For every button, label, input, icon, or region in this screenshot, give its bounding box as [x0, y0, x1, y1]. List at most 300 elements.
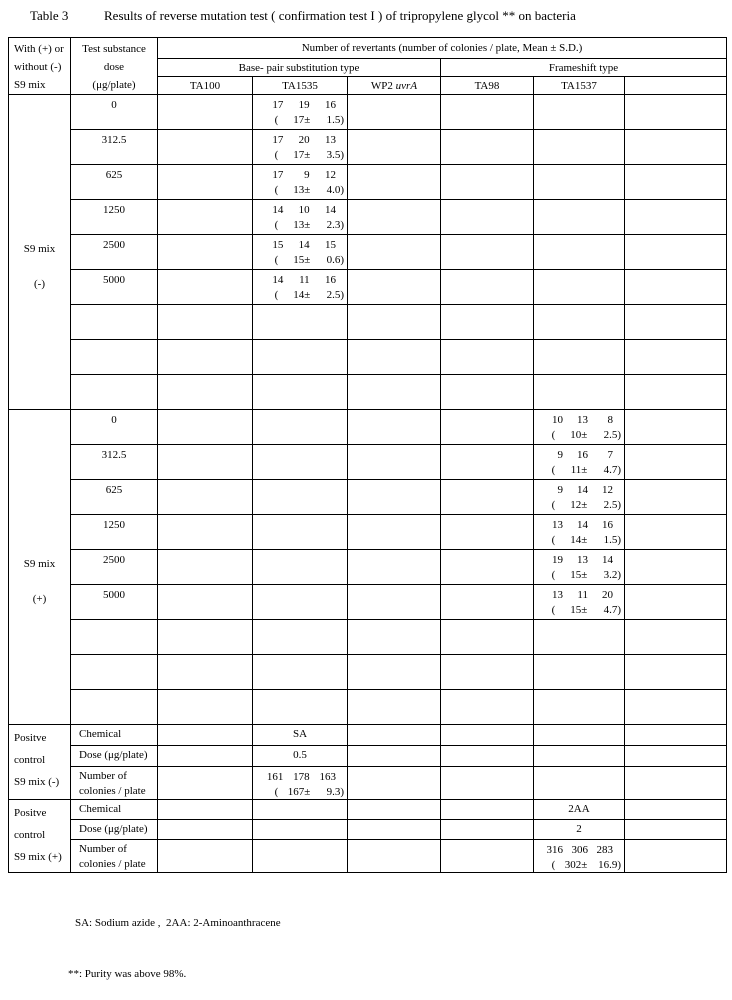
- header-dose: [71, 38, 158, 95]
- layout: [534, 427, 624, 442]
- layout: 14: [570, 534, 582, 546]
- empty-cell: [625, 655, 727, 690]
- layout: ): [617, 569, 621, 581]
- empty-cell: [348, 690, 441, 725]
- layout: [534, 567, 624, 582]
- empty-cell: [158, 235, 253, 270]
- header-base-pair: Base- pair substitution type: [158, 59, 441, 77]
- layout: 13: [552, 589, 563, 601]
- empty-cell: [158, 690, 253, 725]
- layout: [253, 95, 347, 112]
- layout: [9, 165, 727, 200]
- empty-cell: [441, 305, 534, 340]
- layout: ±: [581, 569, 588, 581]
- layout: 15: [272, 239, 284, 251]
- layout: 20: [602, 589, 613, 601]
- empty-cell: [348, 305, 441, 340]
- chemical-row-label: Chemical: [71, 725, 158, 746]
- ta1535-data-cell: [253, 130, 348, 165]
- empty-cell: [625, 305, 727, 340]
- header-strain-blank: [625, 77, 727, 95]
- layout: [534, 480, 624, 497]
- layout: [534, 857, 624, 872]
- empty-cell: [441, 480, 534, 515]
- layout: TA98: [474, 79, 500, 92]
- empty-cell: [534, 200, 625, 235]
- positive-control-minus-label: [9, 725, 71, 800]
- empty-cell: [441, 235, 534, 270]
- layout: [534, 515, 624, 532]
- layout: ±: [581, 464, 588, 476]
- empty-cell: [348, 767, 441, 800]
- empty-cell: [625, 270, 727, 305]
- layout: 283: [596, 844, 613, 856]
- layout: 10: [570, 429, 582, 441]
- empty-cell: [625, 725, 727, 746]
- empty-cell: [253, 410, 348, 445]
- empty-cell: [441, 620, 534, 655]
- dose-cell: 2500: [71, 550, 158, 585]
- layout: colonies / plate: [79, 785, 146, 797]
- chemical-name: 2AA: [534, 800, 625, 820]
- empty-cell: [158, 445, 253, 480]
- layout: TA1537: [561, 79, 597, 92]
- layout: [9, 38, 727, 873]
- table-caption: Results of reverse mutation test ( confirmation test I ) of tripropylene glycol ** on bacteria: [104, 8, 576, 23]
- layout: ): [617, 429, 621, 441]
- layout: (: [551, 534, 556, 546]
- empty-cell: [441, 655, 534, 690]
- empty-cell: [625, 820, 727, 840]
- empty-cell: [158, 840, 253, 873]
- layout: [9, 130, 727, 165]
- empty-cell: [158, 746, 253, 767]
- ta1535-data-cell: [253, 767, 348, 800]
- empty-cell: [158, 165, 253, 200]
- layout: [9, 480, 727, 515]
- layout: [534, 497, 624, 512]
- layout: 13: [293, 184, 305, 196]
- empty-cell: [158, 200, 253, 235]
- empty-cell: [441, 165, 534, 200]
- layout: 11: [299, 274, 310, 286]
- empty-cell: [534, 270, 625, 305]
- empty-cell: [625, 620, 727, 655]
- layout: (μg/plate): [92, 79, 136, 91]
- layout: 13: [293, 219, 305, 231]
- empty-cell: [625, 375, 727, 410]
- layout: 12: [324, 169, 336, 181]
- empty-cell: [441, 585, 534, 620]
- chemical-name: SA: [253, 725, 348, 746]
- layout: [253, 182, 347, 197]
- footnote-abbreviations: SA: Sodium azide , 2AA: 2-Aminoanthracene: [75, 917, 281, 929]
- empty-cell: [625, 585, 727, 620]
- layout: [534, 585, 624, 602]
- empty-cell: [348, 445, 441, 480]
- empty-cell: [441, 690, 534, 725]
- layout: 14: [293, 289, 305, 301]
- empty-cell: [158, 725, 253, 746]
- empty-cell: [625, 800, 727, 820]
- empty-cell: [348, 655, 441, 690]
- dose-cell: 625: [71, 165, 158, 200]
- empty-cell: [625, 480, 727, 515]
- number-row-label: [71, 840, 158, 873]
- empty-cell: [441, 840, 534, 873]
- layout: [9, 270, 727, 305]
- layout: colonies / plate: [79, 858, 146, 870]
- empty-cell: [441, 767, 534, 800]
- layout: 0.6: [326, 254, 341, 266]
- dose-cell: 312.5: [71, 445, 158, 480]
- layout: 16: [577, 449, 588, 461]
- empty-cell: [158, 655, 253, 690]
- layout: 302: [564, 859, 582, 871]
- layout: [9, 38, 727, 59]
- empty-cell: [534, 767, 625, 800]
- empty-cell: [253, 690, 348, 725]
- empty-cell: [441, 445, 534, 480]
- layout: without (-): [14, 61, 62, 73]
- layout: [9, 725, 727, 746]
- layout: 16.9: [598, 859, 618, 871]
- layout: 17: [272, 169, 284, 181]
- layout: 16: [324, 99, 336, 111]
- layout: ±: [304, 254, 311, 266]
- layout: 13: [577, 414, 588, 426]
- empty-cell: [441, 130, 534, 165]
- number-row-label: [71, 767, 158, 800]
- layout: Number of: [79, 843, 127, 855]
- ta1537-data-cell: [534, 840, 625, 873]
- layout: [9, 340, 727, 375]
- ta1535-data-cell: [253, 165, 348, 200]
- empty-cell: [348, 820, 441, 840]
- layout: WP2: [370, 79, 396, 92]
- header-strain-ta100: [158, 77, 253, 95]
- layout: [9, 655, 727, 690]
- footnotes: [68, 881, 732, 1000]
- layout: ): [340, 219, 344, 231]
- layout: [9, 515, 727, 550]
- results-table: [8, 37, 727, 873]
- dose-cell: 0: [71, 410, 158, 445]
- layout: ±: [581, 604, 588, 616]
- layout: TA1535: [282, 79, 318, 92]
- layout: 306: [571, 844, 588, 856]
- dose-cell: 5000: [71, 585, 158, 620]
- layout: (: [551, 464, 556, 476]
- layout: [9, 445, 727, 480]
- empty-cell: [441, 800, 534, 820]
- dose-cell: 0: [71, 95, 158, 130]
- empty-cell: [348, 130, 441, 165]
- layout: (: [274, 786, 279, 798]
- layout: 3.2: [603, 569, 618, 581]
- empty-cell: [534, 690, 625, 725]
- layout: 15: [324, 239, 336, 251]
- layout: (: [551, 499, 556, 511]
- layout: 12: [570, 499, 582, 511]
- empty-cell: [253, 800, 348, 820]
- empty-cell: [625, 235, 727, 270]
- layout: 10: [298, 204, 310, 216]
- empty-cell: [348, 620, 441, 655]
- layout: [253, 165, 347, 182]
- layout: (: [551, 859, 556, 871]
- layout: (: [274, 254, 279, 266]
- s9-sign-label: (-): [34, 278, 45, 290]
- empty-cell: [625, 690, 727, 725]
- layout: 2.5: [603, 429, 618, 441]
- layout: 9.3: [326, 786, 341, 798]
- empty-cell: [534, 95, 625, 130]
- dose-row-label: Dose (μg/plate): [71, 820, 158, 840]
- layout: 17: [293, 149, 305, 161]
- empty-cell: [534, 235, 625, 270]
- layout: [9, 410, 727, 445]
- dose-cell: 1250: [71, 200, 158, 235]
- empty-cell: [253, 375, 348, 410]
- empty-cell: [534, 725, 625, 746]
- empty-cell: [441, 746, 534, 767]
- layout: Number of: [79, 770, 127, 782]
- empty-cell: [534, 655, 625, 690]
- layout: 178: [293, 771, 310, 783]
- layout: dose: [103, 61, 125, 73]
- empty-cell: [71, 690, 158, 725]
- layout: ±: [581, 534, 588, 546]
- page-title: [30, 8, 732, 24]
- layout: Positve: [14, 807, 47, 819]
- empty-cell: [534, 340, 625, 375]
- layout: [253, 200, 347, 217]
- layout: [9, 235, 727, 270]
- layout: 15: [570, 569, 582, 581]
- layout: [534, 550, 624, 567]
- ta1535-data-cell: [253, 95, 348, 130]
- layout: 161: [266, 771, 284, 783]
- dose-row-label: Dose (μg/plate): [71, 746, 158, 767]
- layout: (: [274, 114, 279, 126]
- layout: 15: [570, 604, 582, 616]
- layout: 16: [602, 519, 613, 531]
- dose-cell: 2500: [71, 235, 158, 270]
- empty-cell: [625, 515, 727, 550]
- ta1537-data-cell: [534, 515, 625, 550]
- s9-sign-label: (+): [32, 593, 47, 605]
- layout: [253, 784, 347, 799]
- empty-cell: [441, 270, 534, 305]
- empty-cell: [253, 550, 348, 585]
- layout: S9 mix (+): [14, 851, 62, 863]
- ta1537-data-cell: [534, 550, 625, 585]
- layout: 9: [557, 484, 563, 496]
- layout: 15: [293, 254, 305, 266]
- layout: [9, 375, 727, 410]
- layout: ): [340, 114, 344, 126]
- layout: Positve: [14, 732, 47, 744]
- layout: 19: [298, 99, 310, 111]
- empty-cell: [158, 305, 253, 340]
- empty-cell: [158, 340, 253, 375]
- empty-cell: [625, 130, 727, 165]
- s9-plus-section-cell: [9, 410, 71, 725]
- empty-cell: [348, 725, 441, 746]
- empty-cell: [534, 305, 625, 340]
- empty-cell: [348, 95, 441, 130]
- layout: [253, 130, 347, 147]
- layout: 17: [272, 134, 284, 146]
- layout: [534, 602, 624, 617]
- empty-cell: [348, 340, 441, 375]
- empty-cell: [348, 585, 441, 620]
- layout: ±: [304, 149, 311, 161]
- empty-cell: [253, 480, 348, 515]
- layout: 19: [552, 554, 563, 566]
- layout: [9, 585, 727, 620]
- layout: 8: [607, 414, 613, 426]
- header-strain-ta1537: [534, 77, 625, 95]
- layout: (: [274, 149, 279, 161]
- layout: ): [617, 464, 621, 476]
- s9-mix-label: S9 mix: [23, 243, 56, 255]
- layout: 14: [577, 484, 588, 496]
- layout: (: [274, 184, 279, 196]
- layout: [253, 252, 347, 267]
- layout: [9, 767, 727, 800]
- layout: [9, 820, 727, 840]
- layout: 11: [570, 464, 582, 476]
- empty-cell: [158, 270, 253, 305]
- layout: ): [340, 184, 344, 196]
- layout: 2.5: [603, 499, 618, 511]
- layout: Test substance: [82, 43, 146, 55]
- empty-cell: [348, 200, 441, 235]
- empty-cell: [348, 235, 441, 270]
- empty-cell: [158, 620, 253, 655]
- empty-cell: [158, 550, 253, 585]
- empty-cell: [71, 305, 158, 340]
- empty-cell: [625, 340, 727, 375]
- ta1537-data-cell: [534, 410, 625, 445]
- layout: [9, 200, 727, 235]
- empty-cell: [348, 515, 441, 550]
- layout: 17: [293, 114, 305, 126]
- header-revertants: Number of revertants (number of colonies / plate, Mean ± S.D.): [158, 38, 727, 59]
- layout: 14: [272, 204, 284, 216]
- empty-cell: [625, 767, 727, 800]
- dose-cell: 625: [71, 480, 158, 515]
- layout: ): [617, 604, 621, 616]
- layout: 2.5: [326, 289, 341, 301]
- empty-cell: [625, 840, 727, 873]
- layout: [9, 690, 727, 725]
- s9-minus-section-cell: [9, 95, 71, 410]
- layout: ±: [581, 859, 588, 871]
- layout: [9, 305, 727, 340]
- chemical-dose: 0.5: [253, 746, 348, 767]
- layout: ): [340, 786, 344, 798]
- footnote-purity: **: Purity was above 98%.: [68, 968, 187, 980]
- empty-cell: [253, 840, 348, 873]
- layout: [253, 147, 347, 162]
- empty-cell: [441, 550, 534, 585]
- layout: [534, 840, 624, 857]
- layout: 10: [552, 414, 563, 426]
- ta1537-data-cell: [534, 445, 625, 480]
- layout: 14: [602, 554, 613, 566]
- s9-mix-label: S9 mix: [23, 558, 56, 570]
- positive-control-plus-label: [9, 800, 71, 873]
- empty-cell: [348, 550, 441, 585]
- layout: ): [340, 254, 344, 266]
- layout: [9, 800, 727, 820]
- layout: ): [617, 499, 621, 511]
- header-strain-ta98: [441, 77, 534, 95]
- layout: [253, 767, 347, 784]
- layout: [534, 532, 624, 547]
- dose-cell: 312.5: [71, 130, 158, 165]
- empty-cell: [348, 480, 441, 515]
- layout: [253, 270, 347, 287]
- layout: (: [551, 604, 556, 616]
- layout: 14: [324, 204, 336, 216]
- layout: [534, 445, 624, 462]
- layout: ±: [581, 499, 588, 511]
- layout: control: [14, 829, 46, 841]
- layout: uvrA: [395, 79, 418, 92]
- empty-cell: [253, 445, 348, 480]
- empty-cell: [71, 620, 158, 655]
- empty-cell: [625, 410, 727, 445]
- layout: 14: [298, 239, 310, 251]
- layout: 4.7: [603, 464, 618, 476]
- empty-cell: [534, 746, 625, 767]
- layout: control: [14, 754, 46, 766]
- empty-cell: [534, 165, 625, 200]
- layout: TA100: [189, 79, 221, 92]
- empty-cell: [534, 375, 625, 410]
- empty-cell: [71, 340, 158, 375]
- header-s9-mix: [9, 38, 71, 95]
- layout: 13: [577, 554, 588, 566]
- empty-cell: [71, 375, 158, 410]
- empty-cell: [441, 95, 534, 130]
- layout: 14: [577, 519, 588, 531]
- ta1535-data-cell: [253, 270, 348, 305]
- layout: S9 mix (-): [14, 776, 60, 788]
- ta1535-data-cell: [253, 235, 348, 270]
- empty-cell: [625, 200, 727, 235]
- layout: [253, 112, 347, 127]
- empty-cell: [158, 375, 253, 410]
- layout: 9: [304, 169, 310, 181]
- layout: ): [340, 149, 344, 161]
- ta1535-data-cell: [253, 200, 348, 235]
- layout: ±: [304, 219, 311, 231]
- layout: 9: [557, 449, 563, 461]
- empty-cell: [348, 800, 441, 820]
- layout: (: [274, 219, 279, 231]
- layout: ±: [304, 114, 311, 126]
- dose-cell: 5000: [71, 270, 158, 305]
- layout: [9, 840, 727, 873]
- chemical-dose: 2: [534, 820, 625, 840]
- layout: ±: [304, 786, 311, 798]
- layout: 2.3: [326, 219, 341, 231]
